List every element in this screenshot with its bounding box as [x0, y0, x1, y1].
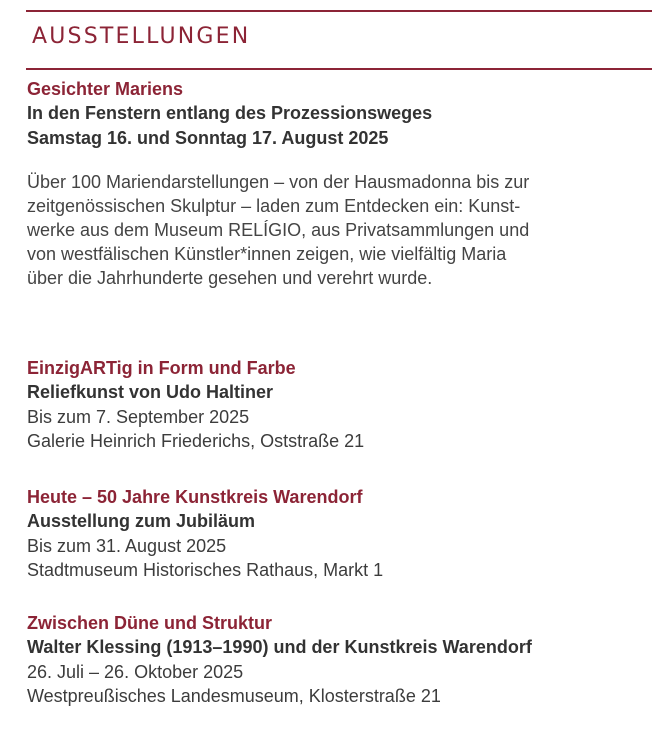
exhibition-entry-zwischen-duene — [27, 612, 657, 708]
top-divider — [26, 10, 652, 12]
exhibition-date: Bis zum 31. August 2025 — [27, 536, 227, 556]
description-line: von westfälischen Künstler*innen zeigen, wie vielfältig Maria — [27, 244, 507, 264]
exhibition-title: Gesichter Mariens — [27, 79, 184, 99]
exhibition-entry-kunstkreis-jubilaeum — [27, 486, 657, 582]
exhibition-entry-einzigartig — [27, 357, 657, 453]
exhibition-date: 26. Juli – 26. Oktober 2025 — [27, 662, 244, 682]
exhibition-location: Stadtmuseum Historisches Rathaus, Markt 1 — [27, 560, 384, 580]
exhibition-location: Westpreußisches Landesmuseum, Klosterstraße 21 — [27, 686, 441, 706]
description-line: über die Jahrhunderte gesehen und verehrt wurde. — [27, 268, 433, 288]
exhibition-subtitle: In den Fenstern entlang des Prozessionsweges — [27, 103, 433, 123]
heading-divider — [26, 68, 652, 70]
exhibition-description — [27, 170, 652, 290]
exhibition-subtitle: Ausstellung zum Jubiläum — [27, 511, 256, 531]
description-line: zeitgenössischen Skulptur – laden zum Entdecken ein: Kunst- — [27, 196, 521, 216]
exhibition-title: Zwischen Düne und Struktur — [27, 613, 273, 633]
exhibition-date: Samstag 16. und Sonntag 17. August 2025 — [27, 128, 389, 148]
exhibition-subtitle: Reliefkunst von Udo Haltiner — [27, 382, 274, 402]
exhibition-subtitle: Walter Klessing (1913–1990) und der Kunstkreis Warendorf — [27, 637, 532, 657]
description-line: Über 100 Mariendarstellungen – von der Hausmadonna bis zur — [27, 172, 530, 192]
exhibition-entry-gesichter-mariens — [27, 78, 657, 290]
exhibition-location: Galerie Heinrich Friederichs, Oststraße 21 — [27, 431, 365, 451]
exhibition-title: Heute – 50 Jahre Kunstkreis Warendorf — [27, 487, 363, 507]
exhibition-date: Bis zum 7. September 2025 — [27, 407, 250, 427]
section-heading: AUSSTELLUNGEN — [32, 24, 251, 49]
description-line: werke aus dem Museum RELÍGIO, aus Privatsammlungen und — [27, 220, 530, 240]
exhibition-title: EinzigARTig in Form und Farbe — [27, 358, 296, 378]
